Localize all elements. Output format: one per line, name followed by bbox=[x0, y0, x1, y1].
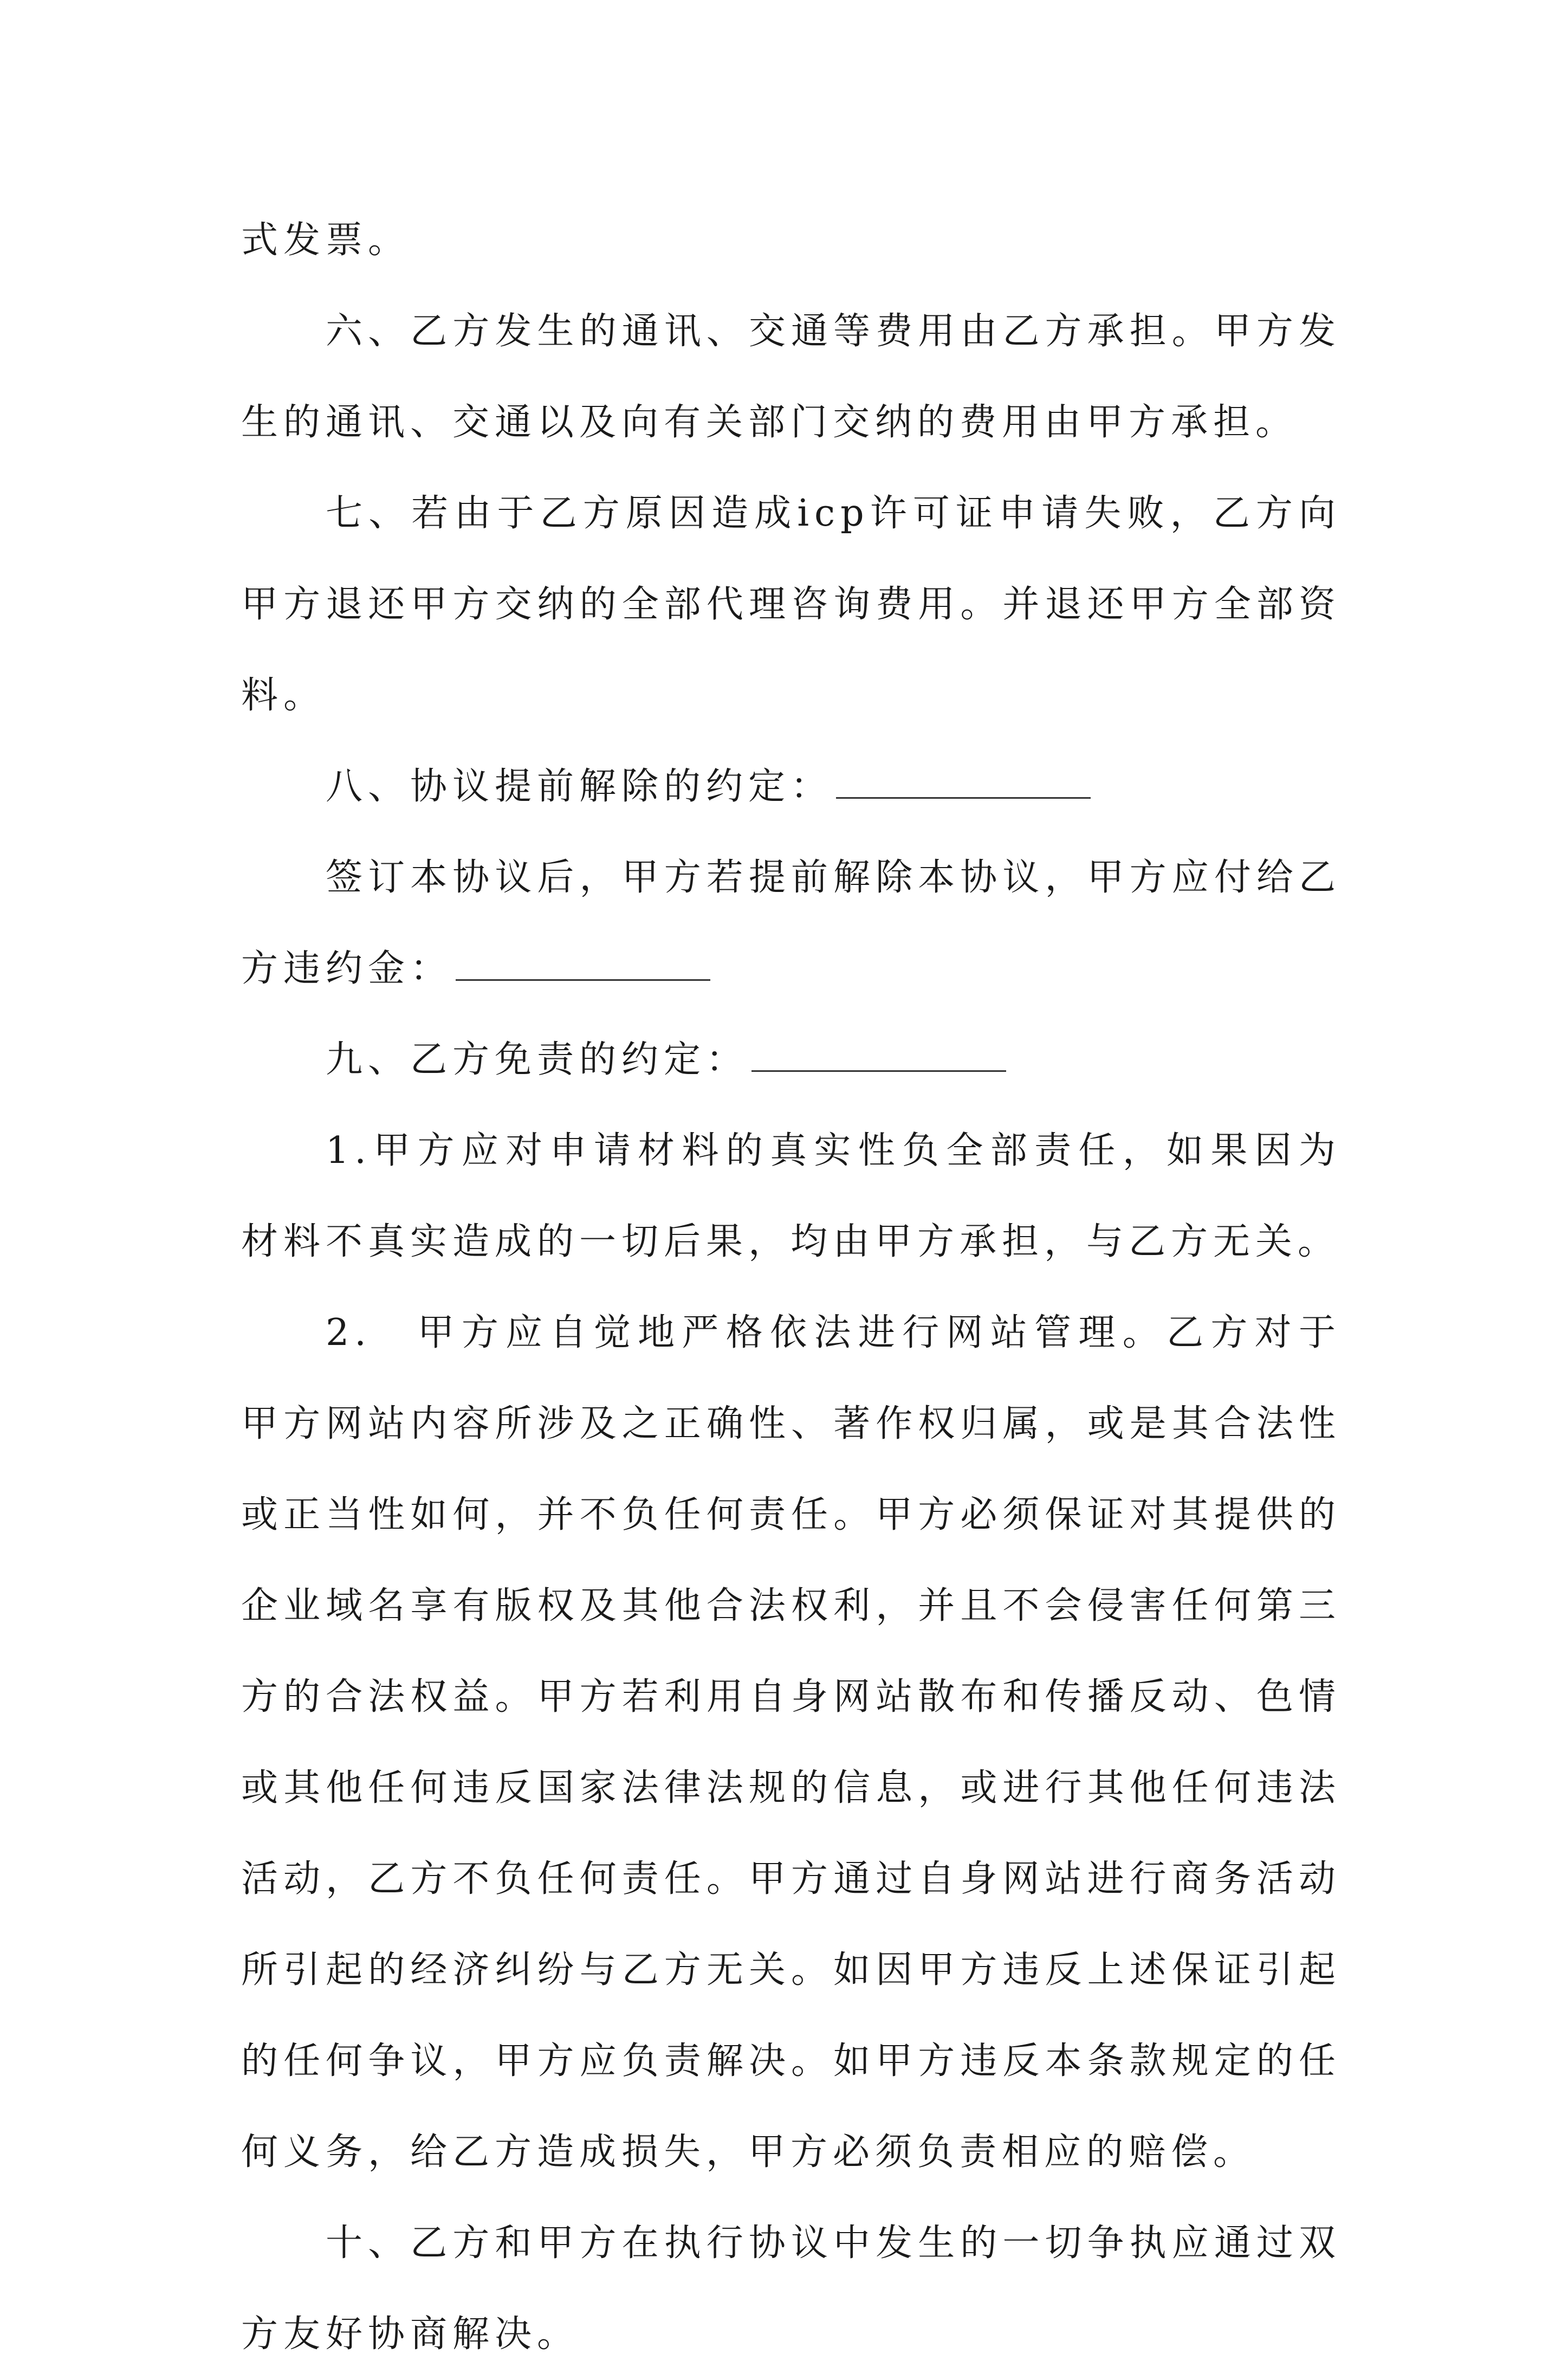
paragraph-text: 签订本协议后，甲方若提前解除本协议，甲方应付给乙方违约金： bbox=[241, 856, 1341, 990]
clause-8-early-termination bbox=[241, 741, 1341, 832]
paragraph-text: 九、乙方免责的约定： bbox=[326, 1038, 749, 1081]
clause-6-expenses bbox=[241, 286, 1341, 468]
paragraph-invoice-tail bbox=[241, 195, 1341, 286]
paragraph-text: 八、协议提前解除的约定： bbox=[326, 765, 833, 808]
clause-8-penalty bbox=[241, 832, 1341, 1014]
paragraph-text: 六、乙方发生的通讯、交通等费用由乙方承担。甲方发生的通讯、交通以及向有关部门交纳的费用由甲方承担。 bbox=[241, 310, 1341, 444]
clause-9-item-1 bbox=[241, 1105, 1341, 1288]
fill-in-blank-line[interactable] bbox=[836, 765, 1091, 799]
clause-9-item-2 bbox=[241, 1288, 1341, 2198]
fill-in-blank-line[interactable] bbox=[456, 947, 710, 981]
paragraph-text: 2. 甲方应自觉地严格依法进行网站管理。乙方对于甲方网站内容所涉及之正确性、著作权归属，或是其合法性或正当性如何，并不负任何责任。甲方必须保证对其提供的企业域名享有版权及其他合法权利，并且不会侵害任何第三方的合法权益。甲方若利用自身网站散布和传播反动、色情或其他任何违反国家法律法规的信息，或进行其他任何违法活动，乙方不负任何责任。甲方通过自身网站进行商务活动所引起的经济纠纷与乙方无关。如因甲方违反上述保证引起的任何争议，甲方应负责解决。如甲方违反本条款规定的任何义务，给乙方造成损失，甲方必须负责相应的赔偿。 bbox=[241, 1311, 1341, 2174]
clause-9-exemption bbox=[241, 1014, 1341, 1105]
clause-10-dispute bbox=[241, 2198, 1341, 2380]
paragraph-text: 七、若由于乙方原因造成icp许可证申请失败，乙方向甲方退还甲方交纳的全部代理咨询费用。并退还甲方全部资料。 bbox=[241, 492, 1341, 717]
paragraph-text: 十、乙方和甲方在执行协议中发生的一切争执应通过双方友好协商解决。 bbox=[241, 2222, 1341, 2356]
clause-7-refund bbox=[241, 468, 1341, 741]
paragraph-text: 1.甲方应对申请材料的真实性负全部责任，如果因为材料不真实造成的一切后果，均由甲方承担，与乙方无关。 bbox=[241, 1129, 1341, 1263]
document-page bbox=[241, 195, 1341, 2380]
fill-in-blank-line[interactable] bbox=[751, 1038, 1006, 1072]
paragraph-text: 式发票。 bbox=[241, 219, 411, 262]
